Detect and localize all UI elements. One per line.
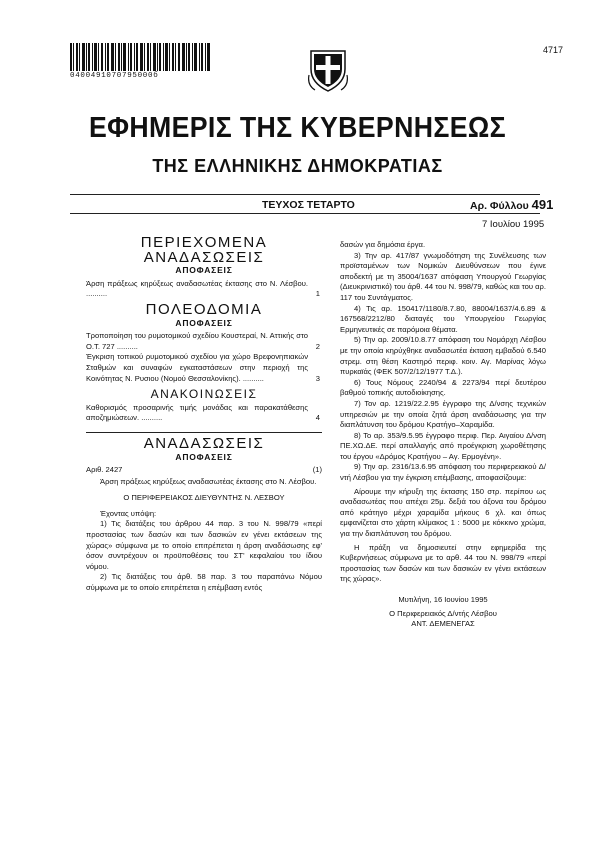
decision-paragraph: 8) Το αρ. 353/9.5.95 έγγραφο περιφ. Περ. Αιγαίου Δ/νση ΠΕ.ΧΩ.ΔΕ. περί απαλλαγής από προέγκριση χωροθέτησης του έργου «Δρόμος Κρατήγου – Αγ. Ερμογένη». xyxy=(340,430,546,461)
barcode-number: 0400491070795000б xyxy=(70,72,159,80)
toc-item xyxy=(86,279,322,300)
decision-signature-title: Ο Περιφερειακός Δ/ντής Λέσβου xyxy=(389,608,497,618)
toc-item xyxy=(86,331,322,352)
decision-paragraph: Αίρουμε την κήρυξη της έκτασης 150 στρ. περίπου ως αναδασωτέας που απέχει 25μ. δεξιά του άξονα του δρόμου από κράτηγο μέχρι χαραμίδα μήκους 6 χλ. και όπως εμφανίζεται στο χάρτη κλίμακος 1 : 5000 με κόκκινο χρώμα, για την διαπλάτυνση του δρόμου. xyxy=(340,486,546,539)
decision-continuation-column xyxy=(340,240,546,630)
header-rule-top xyxy=(70,194,540,195)
decision-paragraph: 3) Την αρ. 417/87 γνωμοδότηση της Συνέλευσης των προϊσταμένων των Νομικών Διευθύνσεων που έγινε αποδεκτή με τη 35004/1637 απόφαση Υπουργού Γεωργίας (Διευκρινιστικό) του άρθ. 44 του Ν. 998/79, καθώς και του αρ. 117 του Συντάγματος. xyxy=(340,250,546,302)
gazette-title: ΕΦΗΜΕΡΙΣ ΤΗΣ ΚΥΒΕΡΝΗΣΕΩΣ xyxy=(88,112,507,144)
sheet-number-value: 491 xyxy=(531,197,554,212)
sheet-label: Αρ. Φύλλου xyxy=(470,200,529,212)
toc-item xyxy=(86,352,322,384)
toc-section-urban-planning xyxy=(86,300,322,384)
gazette-subtitle: ΤΗΣ ΕΛΛΗΝΙΚΗΣ ΔΗΜΟΚΡΑΤΙΑΣ xyxy=(152,156,443,176)
decision-paragraph: 5) Την αρ. 2009/10.8.77 απόφαση του Νομάρχη Λέσβου με την οποία κηρύχθηκε αναδασωτέα έκταση εμβαδού 6.540 στρεμ. στη θέση Καστηρό περιφ. κοιν. Αγ. Μαρίνας λόγω πυρκαϊάς (ΦΕΚ 507/2/12/1977 Τ.Δ.). xyxy=(340,335,546,377)
toc-item-text: Καθορισμός προσαρινής τιμής μονάδας και παρακατάθεσης αποζημιώσεων. .......... xyxy=(86,402,308,423)
contents-column xyxy=(86,234,322,594)
decision-paragraph: 9) Την αρ. 2316/13.6.95 απόφαση του περιφερειακού Δ/ντή Λέσβου για την έγκριση επέμβασης, αποφασίζουμε: xyxy=(340,462,546,483)
header-rule-bottom xyxy=(70,213,540,214)
toc-section-subtitle: ΑΠΟΦΑΣΕΙΣ xyxy=(175,317,233,328)
toc-item-page: 2 xyxy=(315,341,320,351)
toc-item xyxy=(86,403,322,424)
barcode xyxy=(70,43,210,71)
toc-section-afforestation xyxy=(86,248,322,300)
toc-item-page: 4 xyxy=(315,413,320,423)
decision-section-subtitle: ΑΠΟΦΑΣΕΙΣ xyxy=(175,451,233,462)
toc-item-text: Άρση πράξεως κηρύξεως αναδασωτέας έκτασης στο Ν. Λέσβου. .......... xyxy=(86,278,308,299)
decision-paragraph: Η πράξη να δημοσιευτεί στην εφημερίδα της Κυβερνήσεως σύμφωνα με το αρθ. 44 του Ν. 998/79 «περί προστασίας των δασών και των δασικών εν γένει εκτάσεων της χώρας». xyxy=(340,542,546,584)
sheet-number xyxy=(470,197,553,212)
toc-section-title: ΑΝΑΚΟΙΝΩΣΕΙΣ xyxy=(150,387,258,402)
contents-heading: ΠΕΡΙΕΧΟΜΕΝΑ xyxy=(140,234,268,251)
toc-section-announcements xyxy=(86,389,322,424)
decision-having-regard: Έχοντας υπόψη: xyxy=(100,508,157,518)
decision-number: Αριθ. 2427 xyxy=(86,465,123,475)
decision-signature-name: ΑΝΤ. ΔΕΜΕΝΕΓΑΣ xyxy=(411,619,475,629)
greek-coat-of-arms-emblem xyxy=(307,45,349,93)
decision-paragraph: 7) Τον αρ. 1219/22.2.95 έγγραφο της Δ/νσης τεχνικών υπηρεσιών με την οποία ζητά άρση αναδάσωσης για την διαπλάτυνση του δρόμου Κρατήγο–Χαραμίδα. xyxy=(340,398,546,430)
decision-issuer: Ο ΠΕΡΙΦΕΡΕΙΑΚΟΣ ΔΙΕΥΘΥΝΤΗΣ Ν. ΛΕΣΒΟΥ xyxy=(123,493,285,503)
decision-paragraph: 1) Τις διατάξεις του άρθρου 44 παρ. 3 του Ν. 998/79 «περί προστασίας των δασών και των δασικών εν γένει εκτάσεων της χώρας» σύμφωνα με το οποίο επιτρέπεται η άρση αναδάσωσης εφ' όσον συντρέχουν οι προϋποθέσεις του ΣΤ' κεφαλαίου του ίδιου νόμου. xyxy=(86,519,322,571)
decision-paragraph: 2) Τις διατάξεις του άρθ. 58 παρ. 3 του παραπάνω Νόμου σύμφωνα με το οποίο επιτρέπεται η επέμβαση εντός xyxy=(86,572,322,593)
decision-paragraph: 6) Τους Νόμους 2240/94 & 2273/94 περί δευτέρου βαθμού τοπικής αυτοδιοίκησης. xyxy=(340,377,546,398)
decision-section-title: ΑΝΑΔΑΣΩΣΕΙΣ xyxy=(143,434,265,452)
toc-item-page: 3 xyxy=(315,373,320,383)
issue-label: ΤΕΥΧΟΣ ΤΕΤΑΡΤΟ xyxy=(262,199,355,211)
decision-number-ref: (1) xyxy=(312,465,322,475)
issue-date: 7 Ιουλίου 1995 xyxy=(482,219,545,230)
contents-rule xyxy=(86,432,322,433)
toc-item-text: Τροποποίηση του ρυμοτομικού σχεδίου Κουστεραί, Ν. Αττικής στο Ο.Τ. 727 .......... xyxy=(86,331,308,351)
toc-item-page: 1 xyxy=(315,289,320,299)
decision-paragraph: 4) Τις αρ. 150417/1180/8.7.80, 88004/1637/4.6.89 & 167568/2212/80 διαταγές του Υπουργείου Γεωργίας Ερμηνευτικές σε παρόμοια θέματα. xyxy=(340,303,546,334)
toc-section-subtitle: ΑΠΟΦΑΣΕΙΣ xyxy=(175,265,233,276)
decision-number-row xyxy=(86,465,322,476)
decision-place-date: Μυτιλήνη, 16 Ιουνίου 1995 xyxy=(398,595,488,604)
decision-subject: Άρση πράξεως κηρύξεως αναδασωτέας έκτασης στο Ν. Λέσβου. xyxy=(100,476,317,486)
toc-section-title: ΠΟΛΕΟΔΟΜΙΑ xyxy=(145,300,263,318)
decision-paragraph: δασών για δημόσια έργα. xyxy=(340,240,426,249)
toc-section-title: ΑΝΑΔΑΣΩΣΕΙΣ xyxy=(143,248,265,266)
page-number: 4717 xyxy=(543,45,564,55)
toc-item-text: Έγκριση τοπικού ρυμοτομικού σχεδίου για χώρο Βρεφονηπιακών Σταθμών και συναφών εγκαταστάσεων στην περιοχή της Κοινότητας Ν. Ρυσιου (Νομού Θεσσαλονίκης). .......... xyxy=(86,352,308,383)
